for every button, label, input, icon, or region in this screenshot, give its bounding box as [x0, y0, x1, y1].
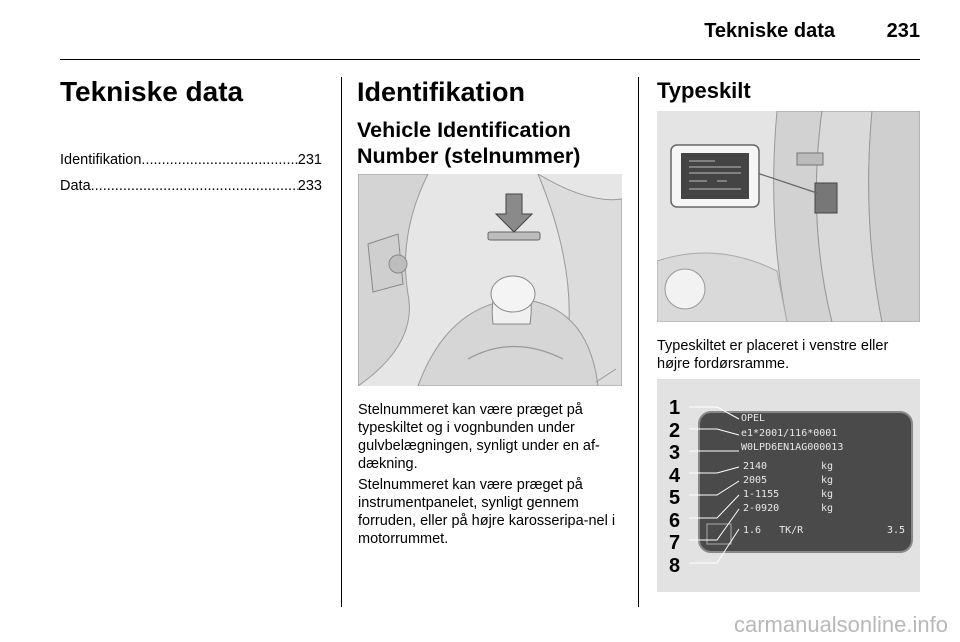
callout-6: 6	[669, 509, 681, 532]
section-subtitle: Vehicle Identification Number (stelnummer)	[357, 118, 581, 168]
plate-weight-row	[743, 488, 833, 502]
typeskilt-paragraph: Typeskiltet er placeret i venstre eller højre fordørsramme.	[657, 338, 889, 372]
toc-page: 233	[297, 178, 322, 194]
callout-4: 4	[669, 464, 681, 487]
toc-leader	[141, 152, 297, 168]
callout-1: 1	[669, 397, 681, 419]
header-rule	[60, 59, 920, 60]
toc-entry-data[interactable]	[60, 178, 322, 194]
plate-bottom-codes: 1.6 TK/R	[743, 525, 804, 536]
plate-brand: OPEL	[741, 413, 766, 424]
plate-vin-line: W0LPD6EN1AG000013	[741, 442, 844, 453]
callout-7: 7	[669, 532, 681, 554]
plate-weight-row	[743, 502, 833, 516]
plate-text	[741, 412, 843, 456]
watermark: carmanualsonline.info	[733, 612, 948, 637]
plate-code-line: e1*2001/116*0001	[741, 427, 838, 439]
weight-value: 2-0920	[743, 503, 780, 514]
plate-bottom-right-code: 3.5	[887, 525, 906, 536]
callout-2: 2	[669, 419, 681, 442]
typeskilt-title: Typeskilt	[657, 78, 751, 103]
callout-3: 3	[669, 442, 681, 464]
chapter-title: Tekniske data	[60, 76, 244, 107]
toc-leader	[91, 178, 298, 194]
page-number: 231	[886, 20, 920, 42]
running-header-title: Tekniske data	[704, 20, 835, 42]
type-plate-detail	[657, 379, 920, 592]
plate-weight-row	[743, 474, 833, 488]
vin-location-illustration	[358, 174, 622, 386]
weight-value: 2140	[743, 461, 768, 472]
column-divider-right	[638, 77, 639, 607]
weight-unit: kg	[820, 489, 833, 500]
toc-label: Identifikation	[60, 152, 142, 168]
plate-callout-numbers	[669, 397, 689, 577]
weight-unit: kg	[820, 461, 833, 472]
section-title: Identifikation	[357, 77, 525, 107]
weight-unit: kg	[820, 503, 833, 514]
vin-paragraph-1: Stelnummeret kan være præget på typeskiltet og i vognbunden under gulvbelægningen, synligt under en af-dækning.	[358, 402, 600, 472]
callout-8: 8	[669, 554, 681, 577]
toc-entry-identifikation[interactable]	[60, 152, 322, 168]
weight-value: 1-1155	[743, 489, 780, 500]
toc-page: 231	[297, 152, 322, 168]
callout-5: 5	[669, 487, 681, 509]
toc-label: Data	[60, 178, 91, 194]
plate-weight-row	[743, 460, 833, 474]
plate-weights	[743, 460, 833, 516]
door-frame-plate-illustration	[657, 111, 920, 322]
weight-unit: kg	[820, 475, 833, 486]
weight-value: 2005	[743, 475, 768, 486]
column-divider-left	[341, 77, 342, 607]
vin-paragraph-2: Stelnummeret kan være præget på instrumentpanelet, synligt gennem forruden, eller på højre karosseripa-nel i motorrummet.	[358, 477, 616, 547]
